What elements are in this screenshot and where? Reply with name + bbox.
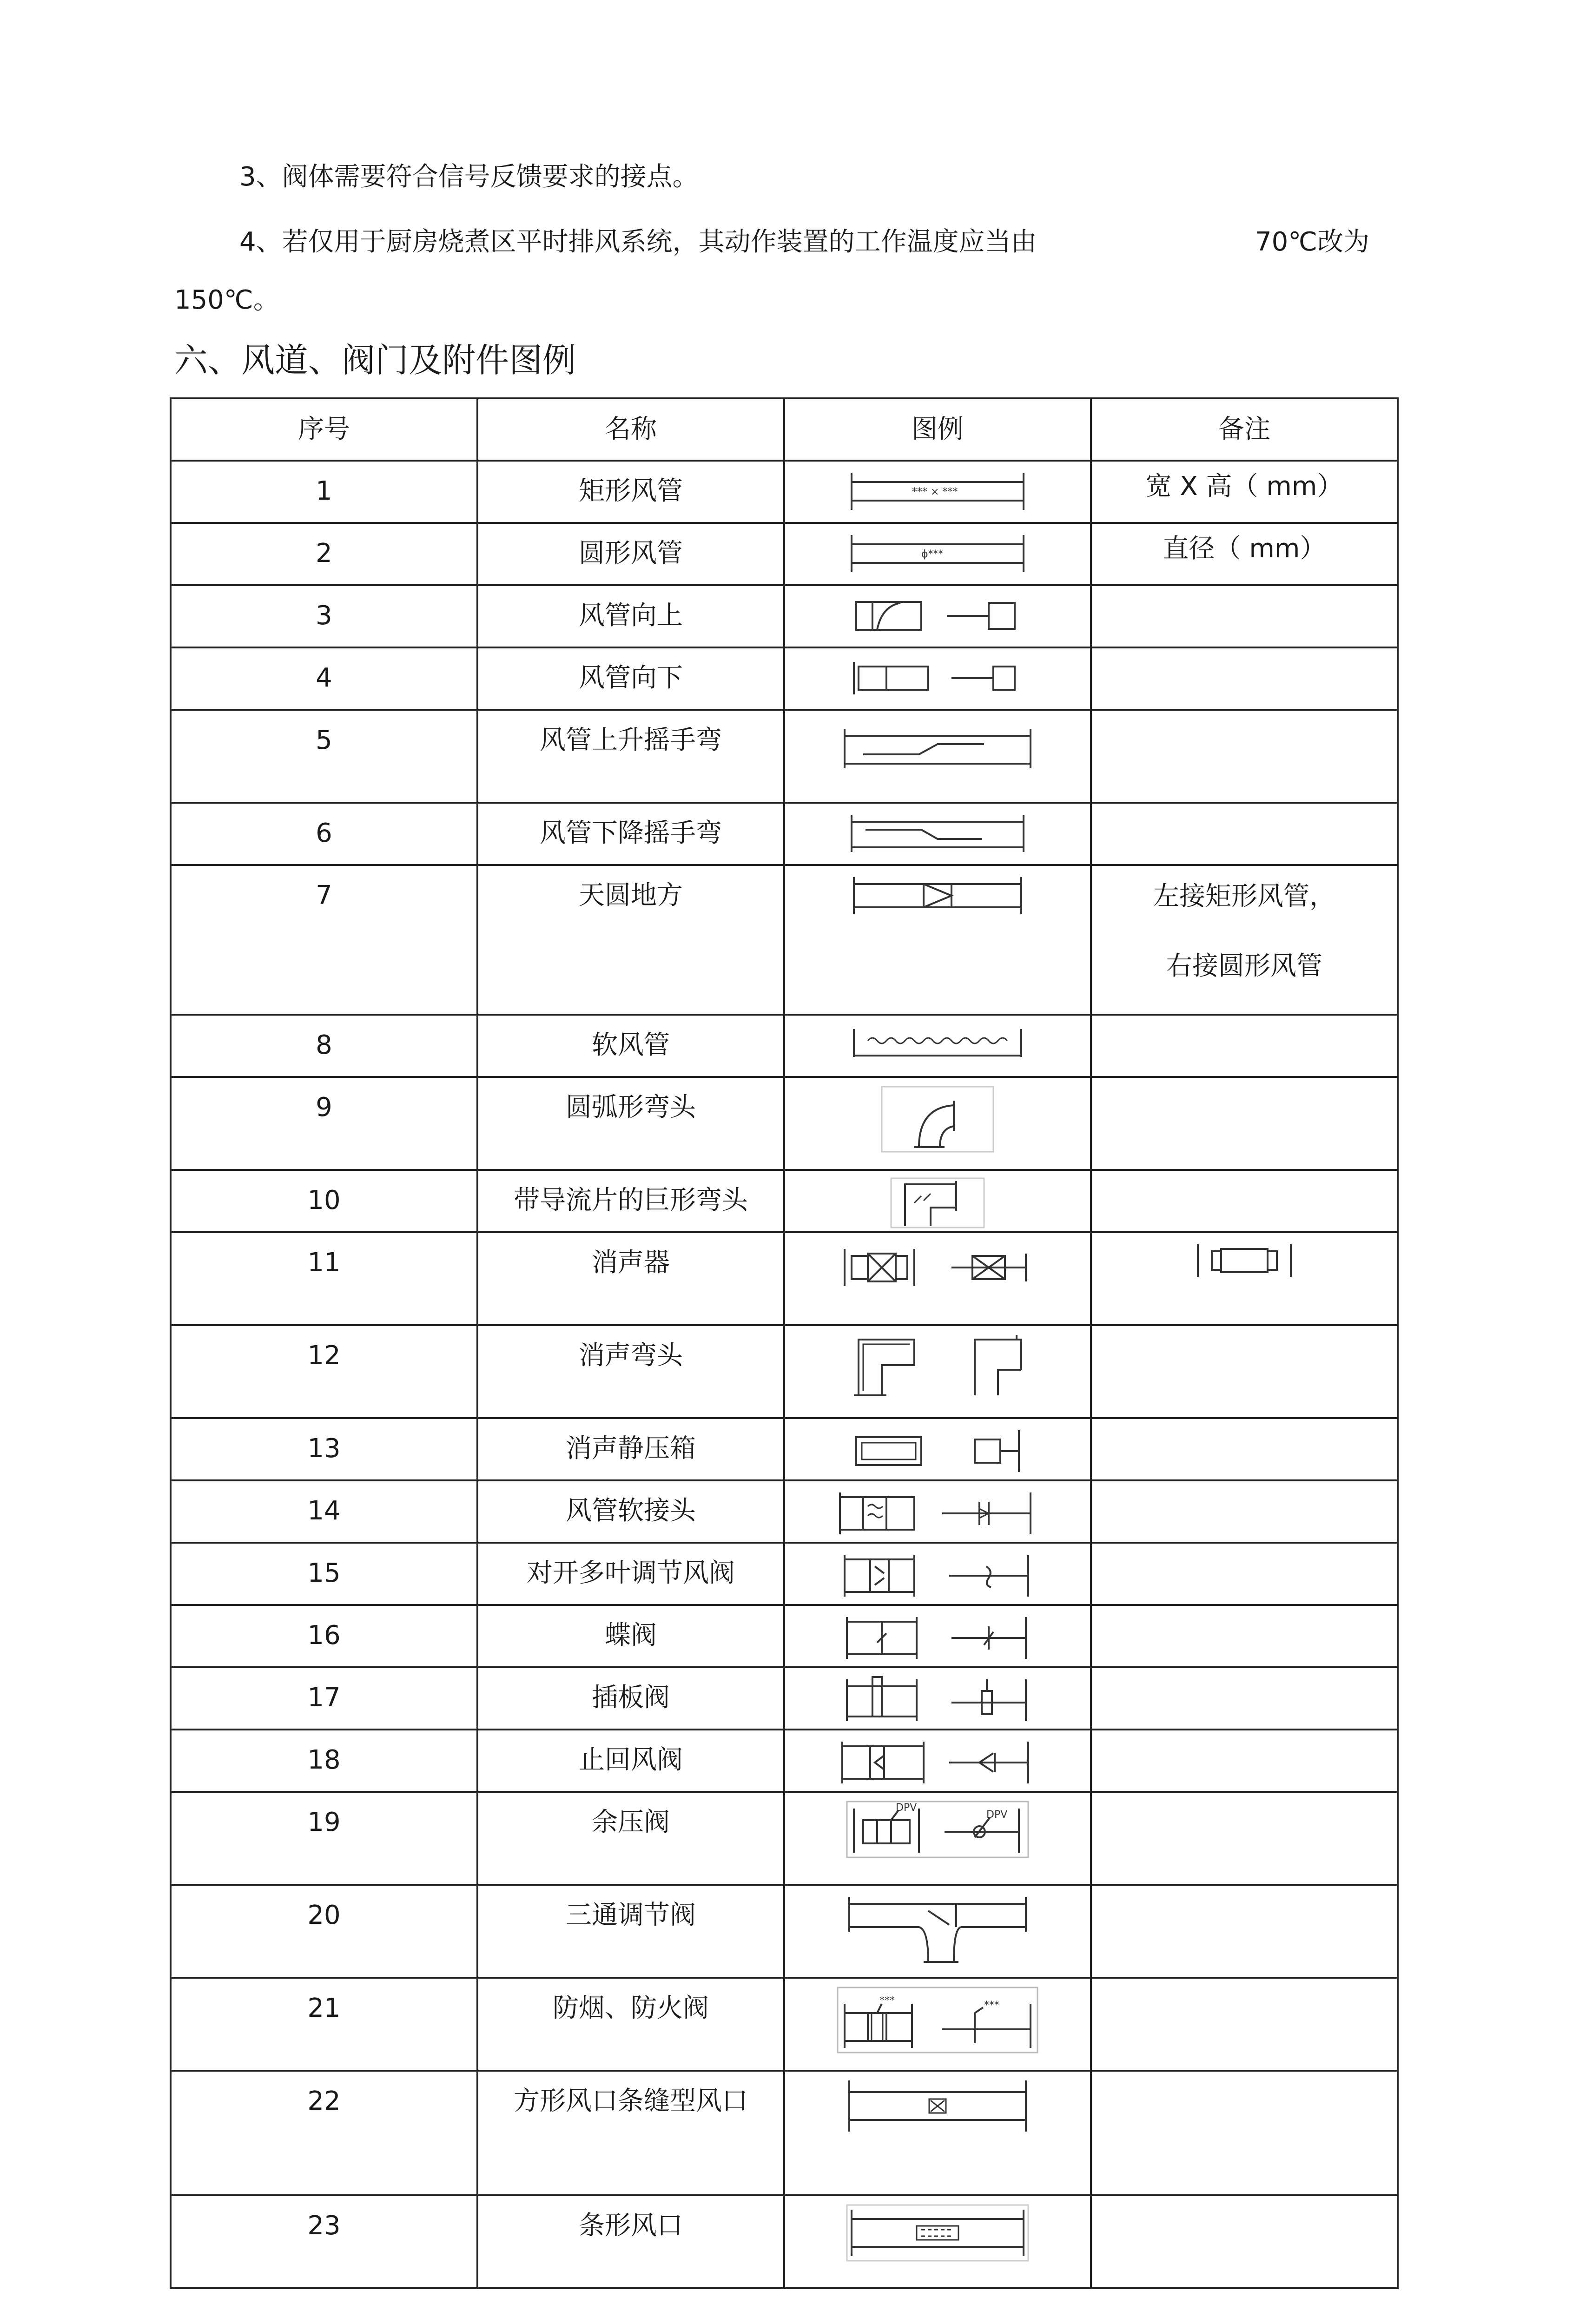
table-row (171, 865, 1398, 1015)
row-note (1091, 1015, 1398, 1077)
rect-duct-label: *** × *** (912, 486, 958, 498)
silencer-plenum-icon (847, 1426, 1028, 1477)
row-figure (784, 803, 1091, 865)
row-no: 15 (171, 1543, 477, 1605)
row-note (1091, 1232, 1398, 1325)
row-no: 19 (171, 1792, 477, 1885)
row-name: 圆形风管 (477, 523, 784, 585)
row-name: 防烟、防火阀 (477, 1978, 784, 2071)
row-name: 三通调节阀 (477, 1885, 784, 1978)
row-note (1091, 803, 1398, 865)
row-figure (784, 1605, 1091, 1667)
header-figure: 图例 (784, 398, 1091, 461)
rect-duct-icon (847, 468, 1028, 515)
row-no: 1 (171, 461, 477, 523)
row-note (1091, 1605, 1398, 1667)
row-name: 蝶阀 (477, 1605, 784, 1667)
intro-line-4-a: 4、若仅用于厨房烧煮区平时排风系统，其动作装置的工作温度应当由 (239, 227, 1037, 257)
row-name: 风管向下 (477, 647, 784, 710)
round-duct-icon (847, 530, 1028, 577)
row-note (1091, 1543, 1398, 1605)
opposed-blade-damper-icon (838, 1550, 1037, 1601)
table-header-row (171, 398, 1398, 461)
dpv-label-1: DPV (896, 1802, 917, 1814)
table-row (171, 2195, 1398, 2288)
silencer-icon (840, 1240, 1035, 1295)
row-figure (784, 1885, 1091, 1978)
table-row (171, 1077, 1398, 1170)
header-name: 名称 (477, 398, 784, 461)
fire-smoke-damper-icon (835, 1985, 1040, 2055)
round-duct-label: ϕ*** (921, 548, 944, 560)
butterfly-valve-icon (840, 1612, 1035, 1664)
table-row (171, 1418, 1398, 1480)
tee-damper-icon (845, 1892, 1031, 1967)
row-no: 12 (171, 1325, 477, 1418)
row-name: 风管向上 (477, 585, 784, 647)
row-name: 带导流片的巨形弯头 (477, 1170, 784, 1232)
row-figure (784, 865, 1091, 1015)
row-figure (784, 523, 1091, 585)
table-row (171, 1792, 1398, 1885)
row-figure (784, 2071, 1091, 2195)
table-row (171, 1605, 1398, 1667)
row-no: 2 (171, 523, 477, 585)
section-title: 六、风道、阀门及附件图例 (174, 341, 576, 380)
duct-rise-offset-icon (840, 717, 1035, 778)
row-name: 矩形风管 (477, 461, 784, 523)
row-note (1091, 1730, 1398, 1792)
flexible-connector-icon (835, 1488, 1040, 1539)
row-name: 天圆地方 (477, 865, 784, 1015)
row-figure (784, 1232, 1091, 1325)
row-figure (784, 1978, 1091, 2071)
dpv-label-2: DPV (986, 1809, 1008, 1821)
row-note (1091, 865, 1398, 1015)
row-figure (784, 1170, 1091, 1232)
row-name: 插板阀 (477, 1667, 784, 1730)
table-row (171, 647, 1398, 710)
square-slot-diffuser-icon (845, 2078, 1031, 2134)
row-note (1091, 1480, 1398, 1543)
pressure-relief-valve-icon (845, 1799, 1031, 1860)
row-no: 17 (171, 1667, 477, 1730)
row-figure (784, 647, 1091, 710)
row-no: 13 (171, 1418, 477, 1480)
row-figure (784, 1418, 1091, 1480)
row-note (1091, 1170, 1398, 1232)
table-row (171, 461, 1398, 523)
duct-up-icon (849, 593, 1026, 639)
row-no: 7 (171, 865, 477, 1015)
row-name: 软风管 (477, 1015, 784, 1077)
row-note (1091, 1667, 1398, 1730)
row-no: 18 (171, 1730, 477, 1792)
row-no: 21 (171, 1978, 477, 2071)
row-name: 止回风阀 (477, 1730, 784, 1792)
duct-drop-offset-icon (847, 810, 1028, 857)
row-figure (784, 1015, 1091, 1077)
row-figure (784, 1325, 1091, 1418)
vaned-elbow-icon (886, 1177, 989, 1228)
row-figure (784, 1077, 1091, 1170)
row-name: 消声弯头 (477, 1325, 784, 1418)
row-note (1091, 2071, 1398, 2195)
row-note: 宽 X 高（ mm） (1091, 461, 1398, 523)
row-figure (784, 1667, 1091, 1730)
row-name: 圆弧形弯头 (477, 1077, 784, 1170)
row-no: 4 (171, 647, 477, 710)
intro-line-4-c: 150℃。 (174, 285, 279, 315)
row-figure (784, 710, 1091, 803)
row-note (1091, 1792, 1398, 1885)
legend-table (170, 397, 1399, 2289)
row-note-line-2: 右接圆形风管 (1166, 951, 1322, 981)
silencer-elbow-icon (840, 1333, 1035, 1398)
row-figure (784, 461, 1091, 523)
row-no: 22 (171, 2071, 477, 2195)
row-name: 余压阀 (477, 1792, 784, 1885)
row-no: 6 (171, 803, 477, 865)
row-figure (784, 1480, 1091, 1543)
table-row (171, 803, 1398, 865)
row-name: 消声器 (477, 1232, 784, 1325)
intro-line-4-b: 70℃改为 (1255, 227, 1370, 257)
table-row (171, 1667, 1398, 1730)
row-note (1091, 710, 1398, 803)
row-name: 消声静压箱 (477, 1418, 784, 1480)
row-note (1091, 1077, 1398, 1170)
row-note: 直径（ mm） (1091, 523, 1398, 585)
intro-line-3: 3、阀体需要符合信号反馈要求的接点。 (239, 162, 699, 192)
row-no: 23 (171, 2195, 477, 2288)
damper-label-2: *** (984, 2000, 999, 2011)
row-figure (784, 2195, 1091, 2288)
row-no: 5 (171, 710, 477, 803)
row-name: 风管上升摇手弯 (477, 710, 784, 803)
transition-piece-icon (849, 872, 1026, 919)
silencer-alt-icon (1193, 1240, 1295, 1281)
row-no: 9 (171, 1077, 477, 1170)
row-figure (784, 1792, 1091, 1885)
table-row (171, 523, 1398, 585)
table-row (171, 1325, 1398, 1418)
row-note (1091, 647, 1398, 710)
row-note (1091, 1325, 1398, 1418)
row-note-line-1: 左接矩形风管， (1153, 881, 1335, 911)
row-name: 风管下降摇手弯 (477, 803, 784, 865)
table-row (171, 1480, 1398, 1543)
table-row (171, 1015, 1398, 1077)
row-name: 风管软接头 (477, 1480, 784, 1543)
table-row (171, 1885, 1398, 1978)
row-no: 20 (171, 1885, 477, 1978)
row-no: 3 (171, 585, 477, 647)
table-row (171, 1543, 1398, 1605)
header-note: 备注 (1091, 398, 1398, 461)
row-note (1091, 585, 1398, 647)
row-figure (784, 1543, 1091, 1605)
row-note (1091, 1978, 1398, 2071)
table-row (171, 1232, 1398, 1325)
table-row (171, 710, 1398, 803)
table-row (171, 585, 1398, 647)
row-note (1091, 2195, 1398, 2288)
header-no: 序号 (171, 398, 477, 461)
radius-elbow-icon (872, 1084, 1003, 1154)
row-figure (784, 1730, 1091, 1792)
row-figure (784, 585, 1091, 647)
flexible-duct-icon (849, 1022, 1026, 1064)
row-name: 条形风口 (477, 2195, 784, 2288)
row-note (1091, 1885, 1398, 1978)
table-row (171, 1170, 1398, 1232)
row-no: 8 (171, 1015, 477, 1077)
slide-gate-valve-icon (840, 1675, 1035, 1726)
damper-label-1: *** (879, 1995, 895, 2007)
duct-down-icon (849, 655, 1026, 701)
row-no: 16 (171, 1605, 477, 1667)
row-note (1091, 1418, 1398, 1480)
table-row (171, 1978, 1398, 2071)
row-no: 11 (171, 1232, 477, 1325)
table-row (171, 1730, 1398, 1792)
row-name: 对开多叶调节风阀 (477, 1543, 784, 1605)
row-name: 方形风口条缝型风口 (477, 2071, 784, 2195)
table-row (171, 2071, 1398, 2195)
row-no: 10 (171, 1170, 477, 1232)
row-no: 14 (171, 1480, 477, 1543)
check-damper-icon (838, 1737, 1037, 1788)
linear-grille-icon (845, 2203, 1031, 2263)
